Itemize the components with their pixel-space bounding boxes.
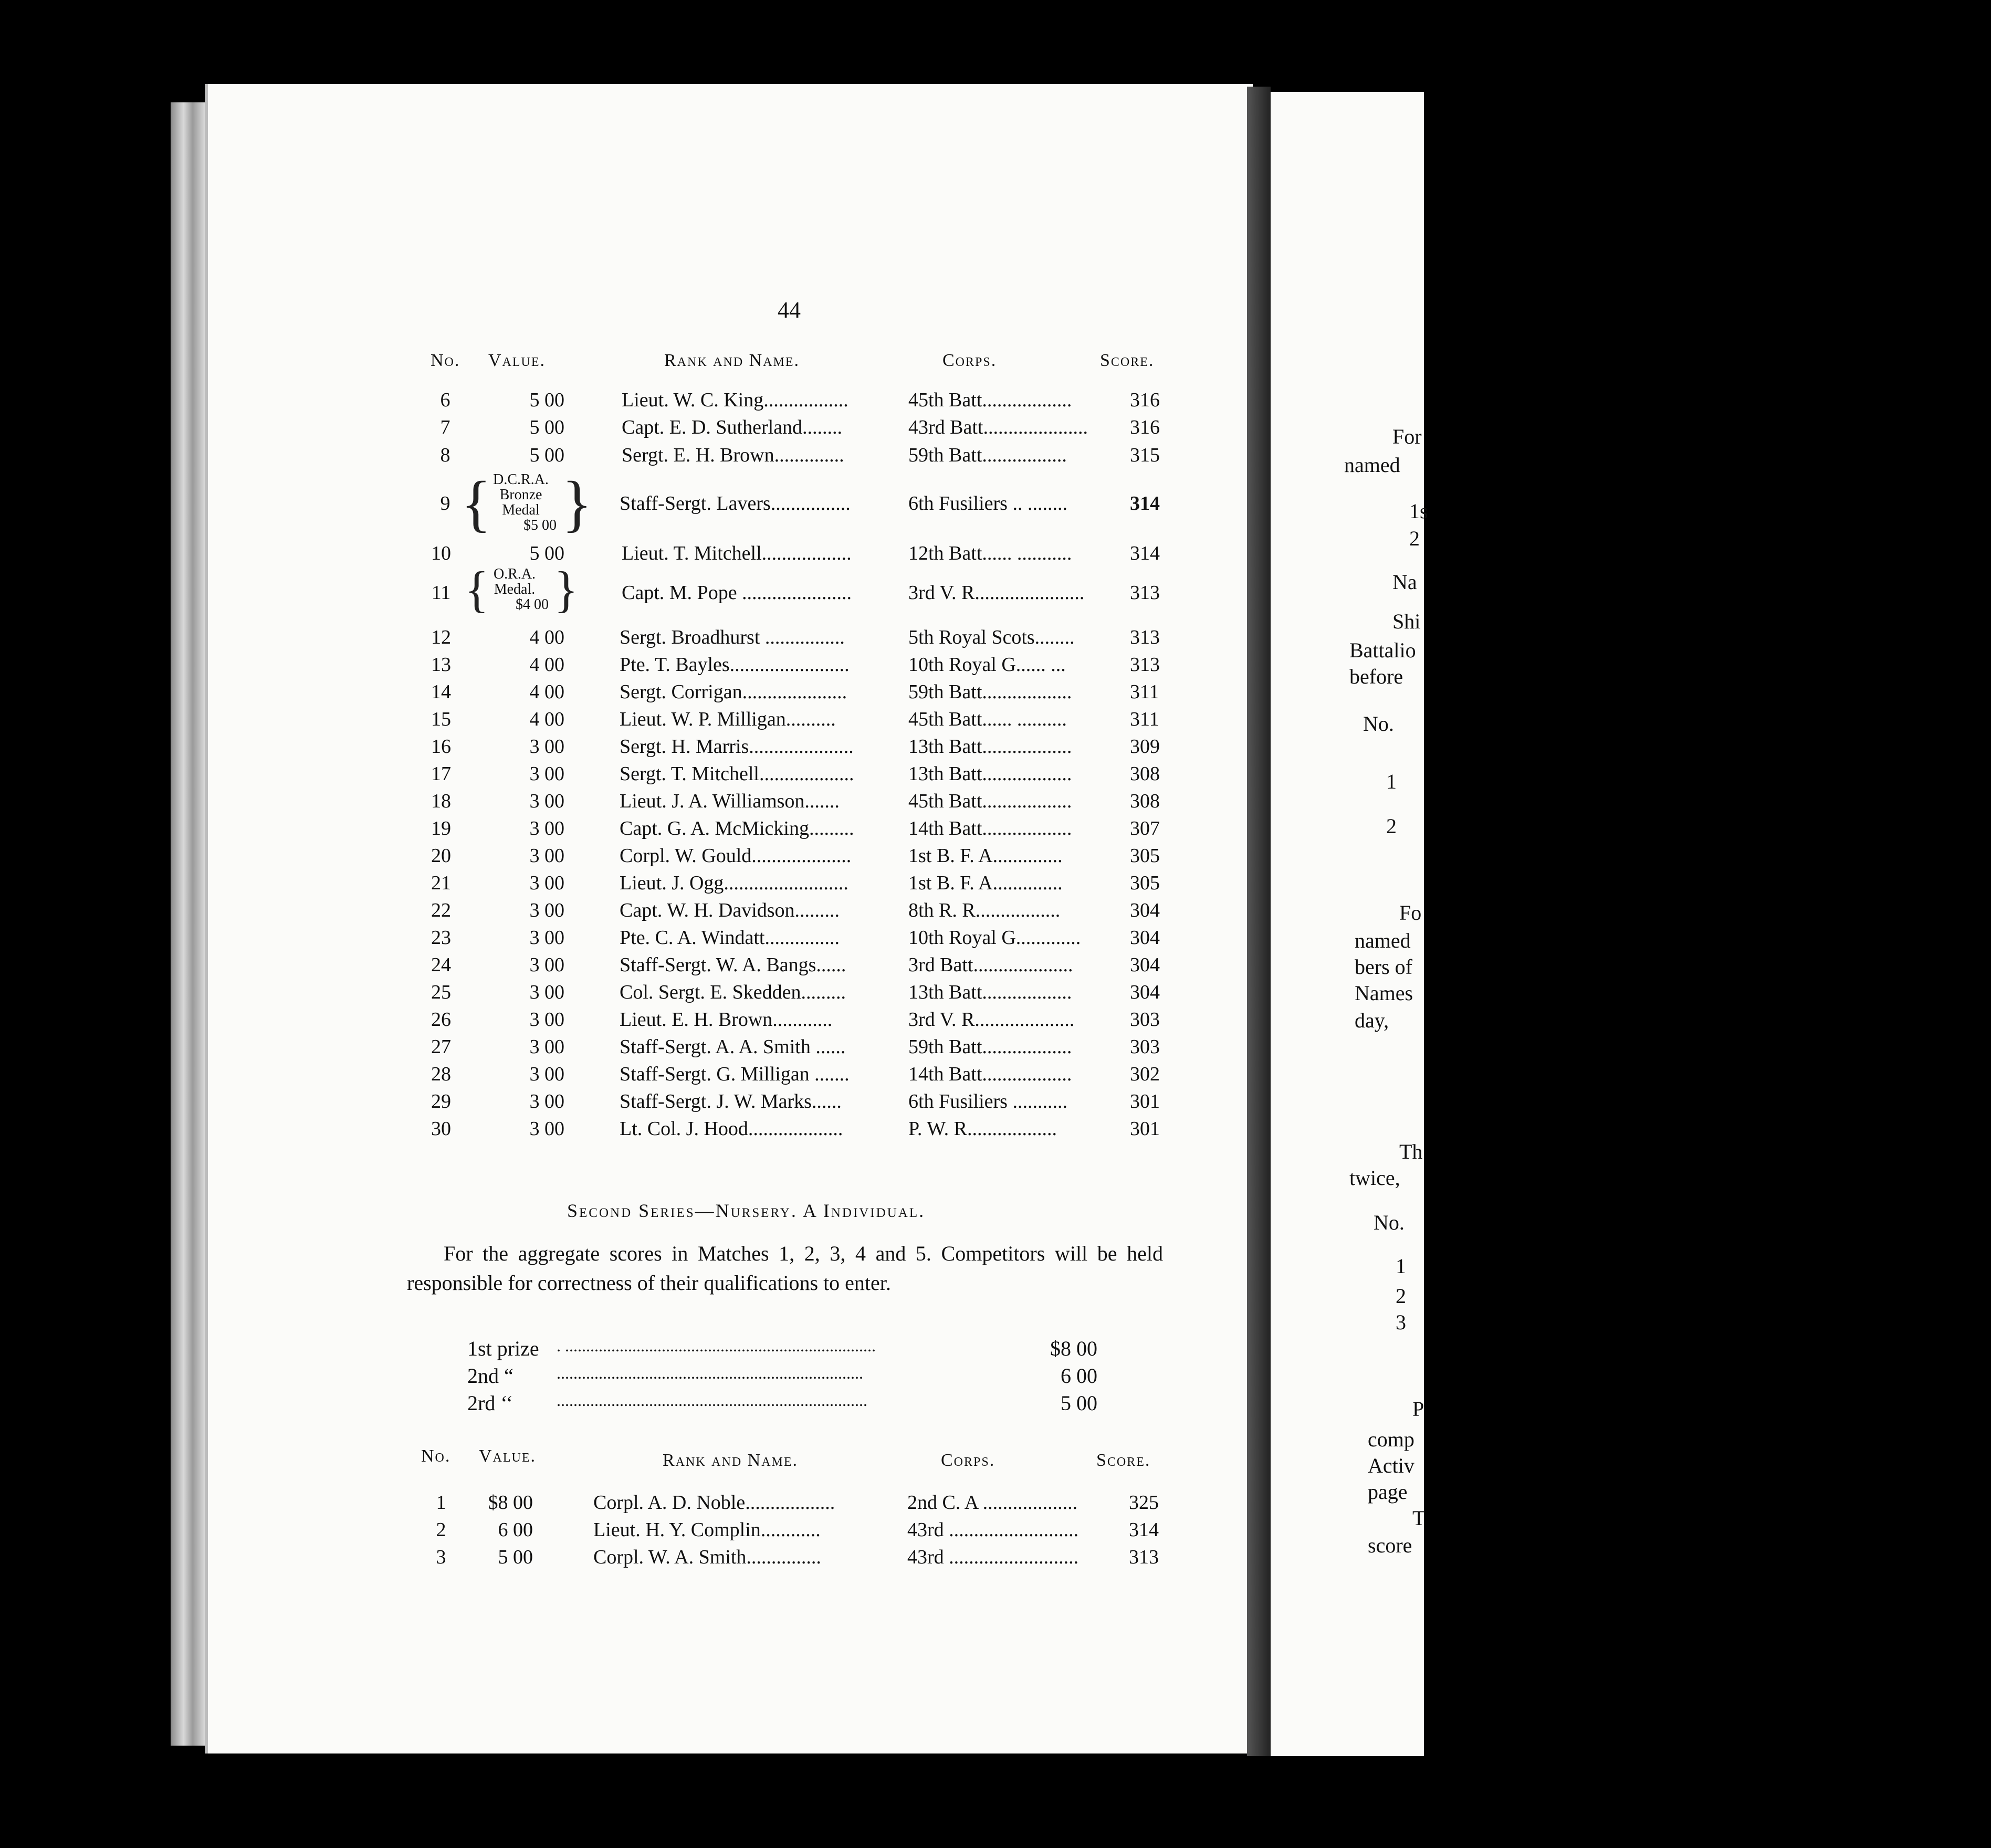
row-value: 6 00 [498,1519,533,1541]
corps: 12th Batt...... ........... [908,542,1072,564]
score: 304 [1130,927,1160,949]
table-row [0,899,1424,926]
right-page-fragment: Names [1355,981,1413,1005]
right-page-fragment: No. [1374,1211,1405,1234]
table-row [0,1518,1424,1546]
right-page-fragment: 2 [1409,527,1420,550]
row-value: 4 00 [529,708,564,730]
score: 301 [1130,1090,1160,1112]
corps: 3rd Batt.................... [908,954,1073,976]
table-row [0,444,1424,471]
prize-amount: 6 00 [1061,1364,1097,1388]
row-no: 21 [431,872,451,894]
score: 315 [1130,444,1160,466]
row-no: 10 [431,542,451,564]
row-no: 17 [431,763,451,785]
header-rank-name: Rank and Name. [664,351,800,370]
right-page-fragment: Shi [1392,610,1421,633]
prize-leader: .......................................................................... [557,1391,867,1410]
section-paragraph: For the aggregate scores in Matches 1, 2, 3, 4 and 5. Competitors will be held responsible for correctness of their qualifications to enter. [407,1242,1163,1295]
corps: 45th Batt.................. [908,790,1072,812]
score: 303 [1130,1009,1160,1031]
corps: 6th Fusiliers ........... [908,1090,1067,1112]
score: 302 [1130,1063,1160,1085]
right-page-fragment: named [1344,453,1400,477]
rank-name: Lieut. J. A. Williamson....... [620,790,840,812]
medal-line: Medal [502,502,540,518]
row-no: 27 [431,1036,451,1058]
score: 305 [1130,872,1160,894]
row-no: 3 [436,1546,446,1568]
header-value-2: Value. [479,1446,537,1466]
table-row [0,416,1424,443]
medal-line: Bronze [499,487,542,503]
score: 325 [1129,1492,1159,1514]
row-value: 4 00 [529,681,564,703]
row-no: 8 [440,444,450,466]
table-row [0,790,1424,817]
row-value: 3 00 [529,1118,564,1140]
row-no: 7 [440,416,450,438]
rank-name: Lieut. J. Ogg......................... [620,872,848,894]
row-no: 15 [431,708,451,730]
corps: 13th Batt.................. [908,736,1072,758]
corps: P. W. R.................. [908,1118,1057,1140]
right-page-fragment: Na [1392,570,1417,594]
row-no: 30 [431,1118,451,1140]
right-page-fragment: Battalio [1349,638,1416,662]
table-row [0,626,1424,653]
prize-label: 2nd “ [467,1364,514,1388]
score: 304 [1130,899,1160,921]
corps: 1st B. F. A.............. [908,845,1063,867]
header-value: Value. [488,351,546,370]
score: 311 [1130,681,1159,703]
left-brace: { [461,468,491,538]
prize-label: 2rd ‘‘ [467,1391,513,1415]
table-row-medal-11 [0,561,1424,622]
header-corps: Corps. [942,351,997,370]
corps: 59th Batt.................. [908,1036,1072,1058]
medal-value [475,566,554,612]
rank-name: Staff-Sergt. A. A. Smith ...... [620,1036,846,1058]
score: 304 [1130,954,1160,976]
corps: 2nd C. A ................... [907,1492,1078,1514]
row-value: 4 00 [529,626,564,648]
row-no: 1 [436,1492,446,1514]
table-row [0,680,1424,708]
corps: 6th Fusiliers .. ........ [908,492,1067,514]
row-value: 5 00 [498,1546,533,1568]
header-no-2: No. [421,1446,451,1466]
row-value: 3 00 [529,1063,564,1085]
right-page-fragment: P [1412,1397,1424,1421]
table-row [0,1491,1424,1518]
row-value: 3 00 [529,1009,564,1031]
row-value: 4 00 [529,654,564,676]
medal-line: D.C.R.A. [493,471,549,488]
score: 316 [1130,416,1160,438]
corps: 43rd Batt..................... [908,416,1088,438]
row-no: 11 [431,582,451,604]
right-page-fragment: 2 [1396,1284,1406,1308]
medal-line: $5 00 [523,517,557,533]
header-rank-name-2: Rank and Name. [663,1451,799,1470]
corps: 59th Batt.................. [908,681,1072,703]
row-no: 6 [440,389,450,411]
rank-name: Corpl. W. A. Smith............... [593,1546,821,1568]
row-value: 3 00 [529,790,564,812]
rank-name: Sergt. E. H. Brown.............. [622,444,844,466]
prize-amount: $8 00 [1050,1337,1097,1360]
score: 314 [1130,542,1160,564]
table-row [0,1117,1424,1144]
corps: 3rd V. R.................... [908,1009,1075,1031]
table-row [0,653,1424,680]
score: 303 [1130,1036,1160,1058]
right-page-fragment: twice, [1349,1166,1400,1190]
medal-line: O.R.A. [493,566,536,582]
corps: 45th Batt.................. [908,389,1072,411]
right-page-fragment: comp [1368,1427,1414,1451]
prize-amount: 5 00 [1061,1391,1097,1415]
header-corps-2: Corps. [941,1451,996,1470]
rank-name: Pte. C. A. Windatt............... [620,927,840,949]
row-value: 3 00 [529,817,564,839]
right-page-fragment: 2 [1386,814,1397,838]
row-value: 3 00 [529,763,564,785]
rank-name: Sergt. H. Marris..................... [620,736,854,758]
table-row [0,981,1424,1008]
score: 313 [1130,654,1160,676]
score: 311 [1130,708,1159,730]
row-no: 14 [431,681,451,703]
table-row [0,388,1424,416]
corps: 10th Royal G...... ... [908,654,1066,676]
table-row [0,1546,1424,1573]
row-no: 22 [431,899,451,921]
header-no: No. [431,351,460,370]
rank-name: Pte. T. Bayles........................ [620,654,850,676]
table-row [0,735,1424,762]
table-row [0,817,1424,844]
table-row [0,926,1424,953]
score: 307 [1130,817,1160,839]
right-page-fragment: named [1355,929,1411,952]
corps: 45th Batt...... .......... [908,708,1067,730]
right-page-fragment: 1 [1396,1254,1406,1278]
rank-name: Sergt. Broadhurst ................ [620,626,845,648]
row-value: 5 00 [529,444,564,466]
score: 314 [1129,1519,1159,1541]
rank-name: Sergt. Corrigan..................... [620,681,847,703]
right-page-fragment: 1s [1409,499,1428,523]
rank-name: Col. Sergt. E. Skedden......... [620,981,846,1003]
row-value: 3 00 [529,981,564,1003]
row-no: 26 [431,1009,451,1031]
row-no: 9 [440,492,450,514]
table-row [0,1063,1424,1090]
score: 314 [1130,492,1160,514]
corps: 14th Batt.................. [908,1063,1072,1085]
score: 308 [1130,790,1160,812]
rank-name: Lt. Col. J. Hood................... [620,1118,843,1140]
rank-name: Staff-Sergt. G. Milligan ....... [620,1063,850,1085]
rank-name: Lieut. E. H. Brown............ [620,1009,833,1031]
right-page-fragment: Activ [1368,1454,1414,1477]
corps: 14th Batt.................. [908,817,1072,839]
rank-name: Lieut. W. P. Milligan.......... [620,708,836,730]
row-value: 3 00 [529,736,564,758]
row-value: 5 00 [529,416,564,438]
header-score-2: Score. [1096,1451,1151,1470]
row-value: 3 00 [529,872,564,894]
right-page-fragment: No. [1363,712,1394,736]
right-page-fragment: For [1392,425,1422,448]
row-no: 13 [431,654,451,676]
row-value: 3 00 [529,899,564,921]
rank-name: Sergt. T. Mitchell................... [620,763,854,785]
rank-name: Corpl. W. Gould.................... [620,845,852,867]
row-value: 5 00 [529,389,564,411]
row-value: 5 00 [529,542,564,564]
corps: 3rd V. R...................... [908,582,1085,604]
rank-name: Capt. E. D. Sutherland........ [622,416,843,438]
corps: 5th Royal Scots........ [908,626,1075,648]
rank-name: Staff-Sergt. J. W. Marks...... [620,1090,842,1112]
table-row [0,872,1424,899]
score: 304 [1130,981,1160,1003]
prize-leader: ......................................................................... [557,1363,863,1382]
rank-name: Corpl. A. D. Noble.................. [593,1492,835,1514]
row-value: 3 00 [529,1036,564,1058]
row-no: 29 [431,1090,451,1112]
rank-name: Capt. M. Pope ...................... [622,582,852,604]
rank-name: Staff-Sergt. W. A. Bangs...... [620,954,846,976]
row-no: 23 [431,927,451,949]
prize-label: 1st prize [467,1337,539,1360]
row-no: 20 [431,845,451,867]
corps: 43rd .......................... [907,1546,1079,1568]
row-no: 24 [431,954,451,976]
right-page-fragment: before [1349,665,1403,688]
row-no: 12 [431,626,451,648]
score: 313 [1130,626,1160,648]
score: 309 [1130,736,1160,758]
table-row [0,762,1424,790]
table-row-medal-9 [0,470,1424,538]
medal-value [479,472,563,533]
right-page-fragment: page [1368,1480,1408,1504]
row-value: 3 00 [529,1090,564,1112]
corps: 13th Batt.................. [908,763,1072,785]
rank-name: Lieut. T. Mitchell.................. [622,542,852,564]
medal-line: $4 00 [516,596,549,613]
score: 308 [1130,763,1160,785]
table-row [0,844,1424,872]
score: 305 [1130,845,1160,867]
left-brace: { [465,561,489,617]
row-no: 16 [431,736,451,758]
score: 316 [1130,389,1160,411]
page-number: 44 [778,297,801,323]
table-row [0,1090,1424,1117]
corps: 1st B. F. A.............. [908,872,1063,894]
right-page-fragment: 3 [1396,1310,1406,1334]
prize-leader: . .......................................................................... [557,1336,876,1355]
right-page-fragment: Fo [1399,901,1422,925]
right-page-fragment: Th [1399,1140,1423,1163]
right-page-fragment: 1 [1386,770,1397,793]
rank-name: Capt. W. H. Davidson......... [620,899,840,921]
corps: 59th Batt................. [908,444,1067,466]
row-value: 3 00 [529,927,564,949]
right-page-fragment: T [1412,1506,1426,1530]
right-brace: } [562,468,592,538]
rank-name: Capt. G. A. McMicking......... [620,817,854,839]
corps: 8th R. R................. [908,899,1061,921]
row-no: 25 [431,981,451,1003]
score: 313 [1130,582,1160,604]
row-value: $8 00 [488,1492,533,1514]
row-no: 2 [436,1519,446,1541]
rank-name: Staff-Sergt. Lavers................ [620,492,851,514]
table-row [0,1008,1424,1035]
table-row [0,953,1424,981]
right-page-fragment: day, [1355,1009,1389,1032]
row-no: 28 [431,1063,451,1085]
score: 301 [1130,1118,1160,1140]
rank-name: Lieut. H. Y. Complin............ [593,1519,821,1541]
table-row [0,1035,1424,1063]
score: 313 [1129,1546,1159,1568]
right-page-fragment: bers of [1355,955,1412,979]
corps: 43rd .......................... [907,1519,1079,1541]
row-value: 3 00 [529,954,564,976]
rank-name: Lieut. W. C. King................. [622,389,848,411]
section-title: Second Series—Nursery. A Individual. [567,1200,926,1221]
medal-line: Medal. [494,581,536,597]
row-no: 19 [431,817,451,839]
right-page-fragment: score [1368,1534,1412,1557]
corps: 13th Batt.................. [908,981,1072,1003]
table-row [0,708,1424,735]
corps: 10th Royal G............. [908,927,1081,949]
header-score: Score. [1100,351,1155,370]
row-value: 3 00 [529,845,564,867]
row-no: 18 [431,790,451,812]
right-brace: } [554,561,579,617]
